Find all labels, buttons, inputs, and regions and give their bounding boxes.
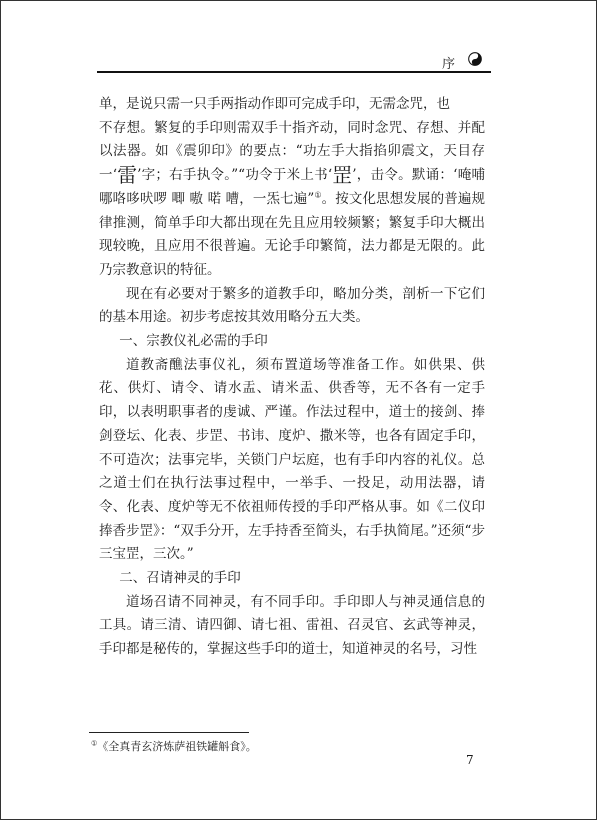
header-rule [97, 71, 491, 73]
footnote-text: 《全真青玄济炼萨祖铁罐斛食》。 [97, 740, 257, 753]
footnote-reference[interactable]: ① [314, 190, 322, 200]
paragraph: 现在有必要对于繁多的道教手印，略加分类，剖析一下它们的基本用途。初步考虑按其效用略分五大类。 [99, 285, 485, 326]
talisman-glyph: 罡 [332, 163, 353, 188]
section-heading: 一、宗教仪礼必需的手印 [119, 333, 268, 350]
body-text [99, 93, 485, 662]
paragraph: 道场召请不同神灵，有不同手印。手印即人与神灵通信息的工具。请三清、请四御、请七祖、雷祖、召灵官、玄武等神灵，手印都是秘传的，掌握这些手印的道士，知道神灵的名号，习性 [99, 593, 485, 658]
paragraph-text: ’字；右手执令。”“功令于米上书‘ [137, 167, 333, 184]
section-heading: 二、召请神灵的手印 [119, 570, 241, 587]
running-header-label: 序 [442, 57, 458, 72]
footnote [91, 738, 257, 754]
yin-yang-icon [468, 52, 482, 66]
footnote-mark: ① [91, 739, 98, 748]
paragraph: 道教斋醮法事仪礼，须布置道场等准备工作。如供果、供花、供灯、请令、请水盂、请米盂、供香等，无不各有一定手印，以表明职事者的虔诚、严谨。作法过程中，道士的接剑、捧剑登坛、化表、步罡、书讳、度炉、撒米等，也各有固定手印，不可造次；法事完毕，关锁门户坛庭，也有手印内容的礼仪。总之道士们在执行法事过程中，一举手、一投足，动用法器，请令、化表、度炉等无不依祖师传授的手印严格从事。如《二仪印捧香步罡》：“双手分开，左手持香至简头，右手执简尾。”还须“步三宝罡，三次。” [99, 356, 485, 563]
paragraph-text: 不存想。繁复的手印则需双手十指齐动，同时念咒、存想、并配以法器。如《震卯印》的要点：“功左手大指掐卯震文，天目存一‘ [99, 119, 485, 184]
paragraph-continued [99, 117, 485, 283]
paragraph-text: ’，击令。默诵：‘唵哺哪咯哆吠啰 唧 嗷 喏 嘈，一炁七遍” [99, 167, 485, 207]
paragraph-continued-first-line: 单，是说只需一只手两指动作即可完成手印，无需念咒，也 [99, 96, 450, 112]
paragraph-text: 。按文化思想发展的普遍规律推测，简单手印大都出现在先且应用较频繁；繁复手印大概出现较晚，且应用不很普遍。无论手印繁简，法力都是无限的。此乃宗教意识的特征。 [99, 190, 486, 278]
page-number: 7 [466, 753, 474, 767]
footnote-rule [89, 732, 249, 733]
talisman-glyph: 雷 [117, 163, 138, 188]
